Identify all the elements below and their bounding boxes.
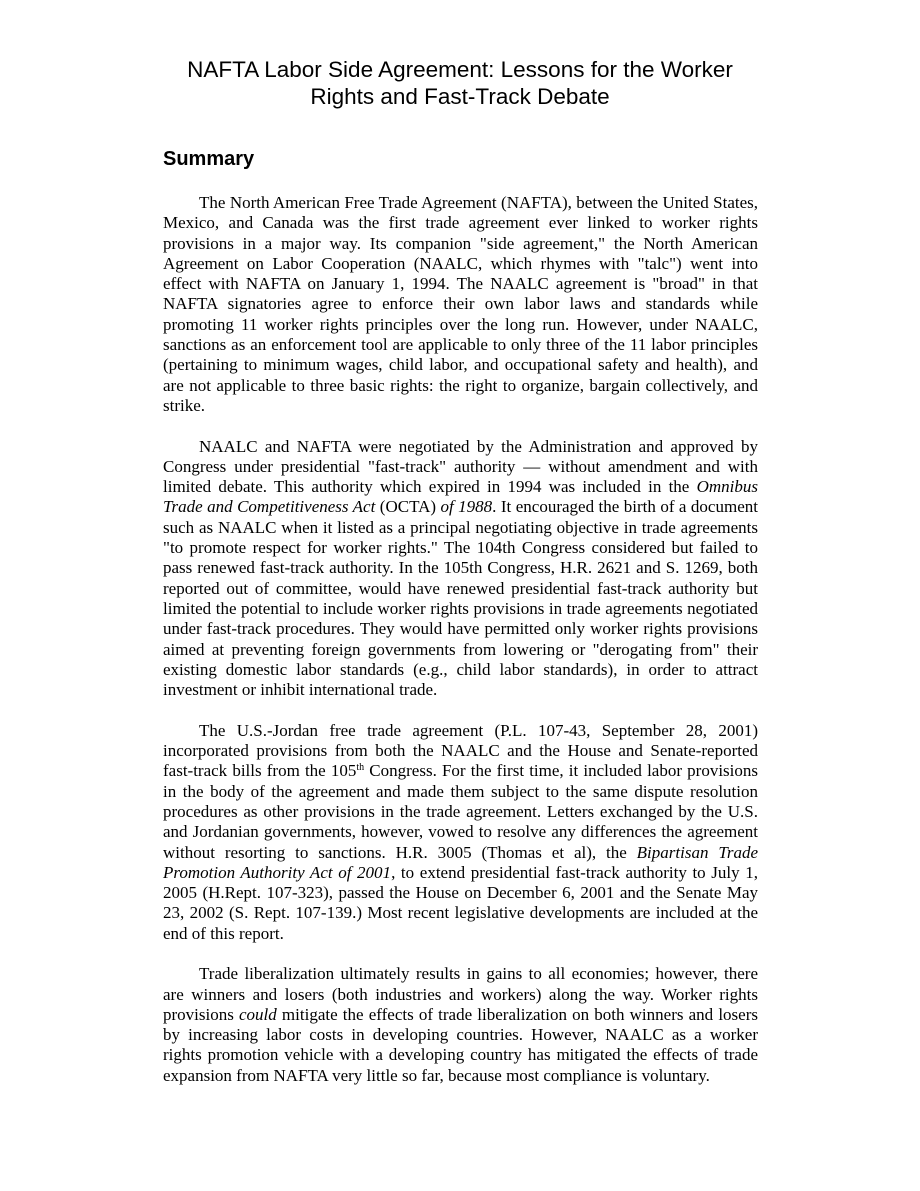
paragraph-2-text-c: (OCTA) [375,497,441,517]
paragraph-3-superscript: th [356,762,365,774]
paragraph-2 [163,437,758,701]
paragraph-3-italic-act: Bipartisan Trade Promotion Authority Act of 2001 [163,842,758,882]
paragraph-2-text-a: NAALC and NAFTA were negotiated by the Administration and approved by Congress under presidential "fast-track" authority — without amendment and with limited debate. This authority which expired in 1994 was included in the [163,436,758,497]
document-title [140,56,780,110]
paragraph-3-text-d: , to extend presidential fast-track authority to July 1, 2005 (H.Rept. 107-323), passed the House on December 6, 2001 and the Senate May 23, 2002 (S. Rept. 107-139.) Most recent legislative developments are included at the end of this report. [163,862,758,943]
paragraph-4-text-c: mitigate the effects of trade liberalization on both winners and losers by increasing labor costs in developing countries. However, NAALC as a worker rights promotion vehicle with a developing country has mitigated the effects of trade expansion from NAFTA very little so far, because most compliance is voluntary. [163,1004,758,1085]
paragraph-2-italic-year: of 1988 [440,497,493,517]
paragraph-2-text-e: . It encouraged the birth of a document such as NAALC when it listed as a principal negotiating objective in trade agreements "to promote respect for worker rights." The 104th Congress considered but failed to pass renewed fast-track authority. In the 105th Congress, H.R. 2621 and S. 1269, both reported out of committee, would have renewed presidential fast-track authority but limited the potential to include worker rights provisions in trade agreements negotiated under fast-track procedures. They would have permitted only worker rights provisions aimed at preventing foreign governments from lowering or "derogating from" their existing domestic labor standards (e.g., child labor standards), in order to attract investment or inhibit international trade. [163,497,758,700]
title-line-2: Rights and Fast-Track Debate [310,84,610,109]
paragraph-2-italic-act: Omnibus Trade and Competitiveness Act [163,477,758,517]
summary-body [163,193,758,1106]
paragraph-3-text-a: The U.S.-Jordan free trade agreement (P.L. 107-43, September 28, 2001) incorporated provisions from both the NAALC and the House and Senate-reported fast-track bills from the 105 [163,720,758,781]
paragraph-4-text-a: Trade liberalization ultimately results in gains to all economies; however, there are winners and losers (both industries and workers) along the way. Worker rights provisions [163,964,758,1024]
paragraph-4 [163,964,758,1086]
paragraph-3-text-b: Congress. For the first time, it included labor provisions in the body of the agreement and made them subject to the same dispute resolution procedures as other provisions in the trade agreement. Letters exchanged by the U.S. and Jordanian governments, however, vowed to resolve any differences the agreement without resorting to sanctions. H.R. 3005 (Thomas et al), the [163,761,758,862]
paragraph-3 [163,721,758,944]
paragraph-4-italic-could: could [239,1004,277,1024]
paragraph-1: The North American Free Trade Agreement (NAFTA), between the United States, Mexico, and Canada was the first trade agreement ever linked to worker rights provisions in a major way. Its companion "side agreement," the North American Agreement on Labor Cooperation (NAALC, which rhymes with "talc") went into effect with NAFTA on January 1, 1994. The NAALC agreement is "broad" in that NAFTA signatories agree to enforce their own labor laws and standards while promoting 11 worker rights principles over the long run. However, under NAALC, sanctions as an enforcement tool are applicable to only three of the 11 labor principles (pertaining to minimum wages, child labor, and occupational safety and health), and are not applicable to three basic rights: the right to organize, bargain collectively, and strike. [163,193,758,415]
summary-heading: Summary [163,148,255,170]
title-line-1: NAFTA Labor Side Agreement: Lessons for the Worker [187,57,733,82]
